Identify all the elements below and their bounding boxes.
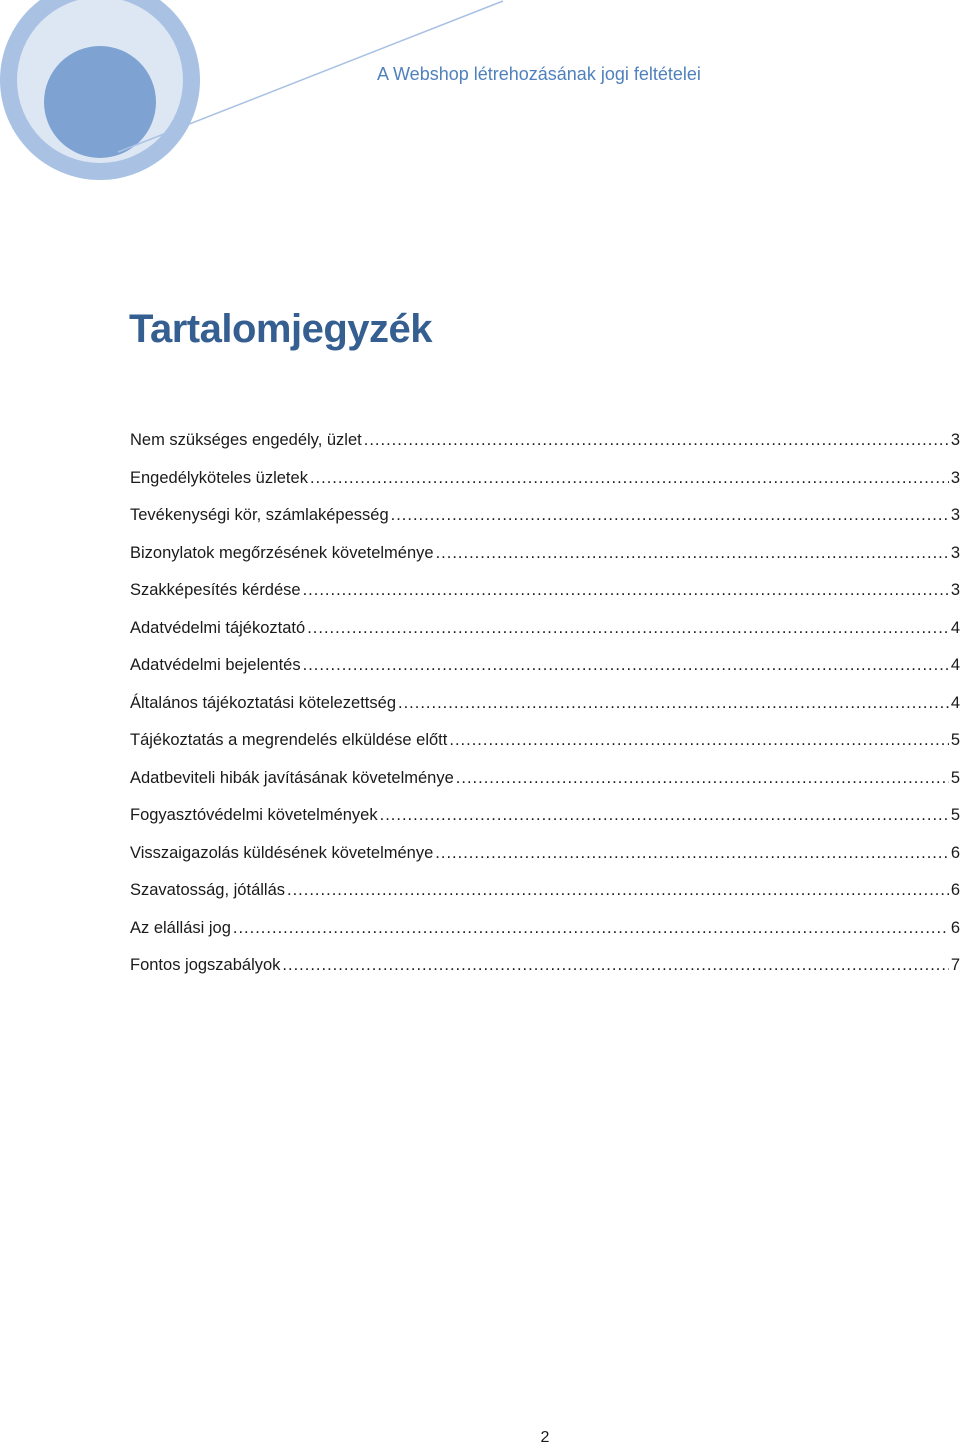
toc-entry-page: 3	[950, 468, 960, 487]
toc-entry-title: Fontos jogszabályok	[130, 956, 281, 974]
toc-entry-page: 4	[950, 618, 960, 637]
toc-entry-title: Adatvédelmi tájékoztató	[130, 618, 306, 637]
toc-entry-page: 7	[950, 956, 960, 974]
toc-entry-title: Engedélyköteles üzletek	[130, 468, 308, 487]
toc-entry[interactable]	[130, 917, 960, 955]
toc-dot-leader	[303, 654, 949, 676]
toc-entry[interactable]	[130, 842, 960, 880]
toc-entry[interactable]	[130, 804, 960, 842]
toc-entry[interactable]	[130, 467, 960, 505]
toc-dot-leader	[398, 692, 949, 714]
toc-entry-page: 3	[950, 431, 960, 449]
toc-entry-page: 6	[950, 881, 960, 899]
toc-entry-title: Bizonylatok megőrzésének követelménye	[130, 543, 434, 562]
toc-entry-page: 6	[950, 918, 960, 937]
toc-entry[interactable]	[130, 579, 960, 617]
document-header-title: A Webshop létrehozásának jogi feltételei	[377, 64, 701, 84]
toc-entry[interactable]	[130, 729, 960, 767]
toc-entry-page: 4	[950, 693, 960, 712]
toc-dot-leader	[282, 954, 948, 976]
toc-entry-title: Tevékenységi kör, számlaképesség	[130, 506, 389, 524]
toc-entry[interactable]	[130, 879, 960, 917]
toc-entry-title: Adatbeviteli hibák javításának követelménye	[130, 768, 454, 787]
toc-entry-page: 5	[950, 768, 960, 787]
toc-dot-leader	[456, 767, 949, 789]
toc-entry[interactable]	[130, 504, 960, 542]
toc-dot-leader	[391, 504, 949, 526]
inner-circle	[44, 46, 156, 158]
toc-entry-page: 5	[950, 731, 960, 749]
toc-entry-title: Tájékoztatás a megrendelés elküldése előtt	[130, 731, 448, 749]
toc-dot-leader	[436, 542, 949, 564]
toc-entry[interactable]	[130, 617, 960, 655]
toc-entry[interactable]	[130, 954, 960, 992]
toc-entry-page: 5	[950, 806, 960, 824]
page-number: 2	[540, 1429, 550, 1446]
toc-dot-leader	[380, 804, 949, 826]
toc-dot-leader	[435, 842, 949, 864]
toc-entry[interactable]	[130, 542, 960, 580]
toc-entry-title: Visszaigazolás küldésének követelménye	[130, 843, 434, 862]
toc-entry-page: 3	[950, 506, 960, 524]
toc-entry[interactable]	[130, 654, 960, 692]
toc-entry-page: 3	[950, 543, 960, 562]
toc-dot-leader	[307, 617, 949, 639]
toc-dot-leader	[287, 879, 949, 901]
toc-entry-title: Szavatosság, jótállás	[130, 881, 286, 899]
toc-dot-leader	[303, 579, 949, 601]
toc-entry-page: 6	[950, 843, 960, 862]
toc-dot-leader	[233, 917, 949, 939]
toc-entry-title: Szakképesítés kérdése	[130, 581, 301, 599]
toc-entry-title: Fogyasztóvédelmi követelmények	[130, 806, 378, 824]
toc-dot-leader	[449, 729, 948, 751]
toc-entry-page: 4	[950, 656, 960, 674]
toc-heading: Tartalomjegyzék	[129, 307, 432, 351]
toc-dot-leader	[364, 429, 949, 451]
toc-entry[interactable]	[130, 767, 960, 805]
toc-entry-title: Az elállási jog	[130, 918, 231, 937]
toc-dot-leader	[310, 467, 949, 489]
toc-entry-page: 3	[950, 581, 960, 599]
concentric-circles-logo-icon	[0, 0, 520, 180]
toc-entry[interactable]	[130, 692, 960, 730]
toc-list	[130, 429, 960, 992]
toc-entry-title: Adatvédelmi bejelentés	[130, 656, 301, 674]
toc-entry[interactable]	[130, 429, 960, 467]
toc-entry-title: Nem szükséges engedély, üzlet	[130, 431, 362, 449]
toc-entry-title: Általános tájékoztatási kötelezettség	[130, 693, 396, 712]
